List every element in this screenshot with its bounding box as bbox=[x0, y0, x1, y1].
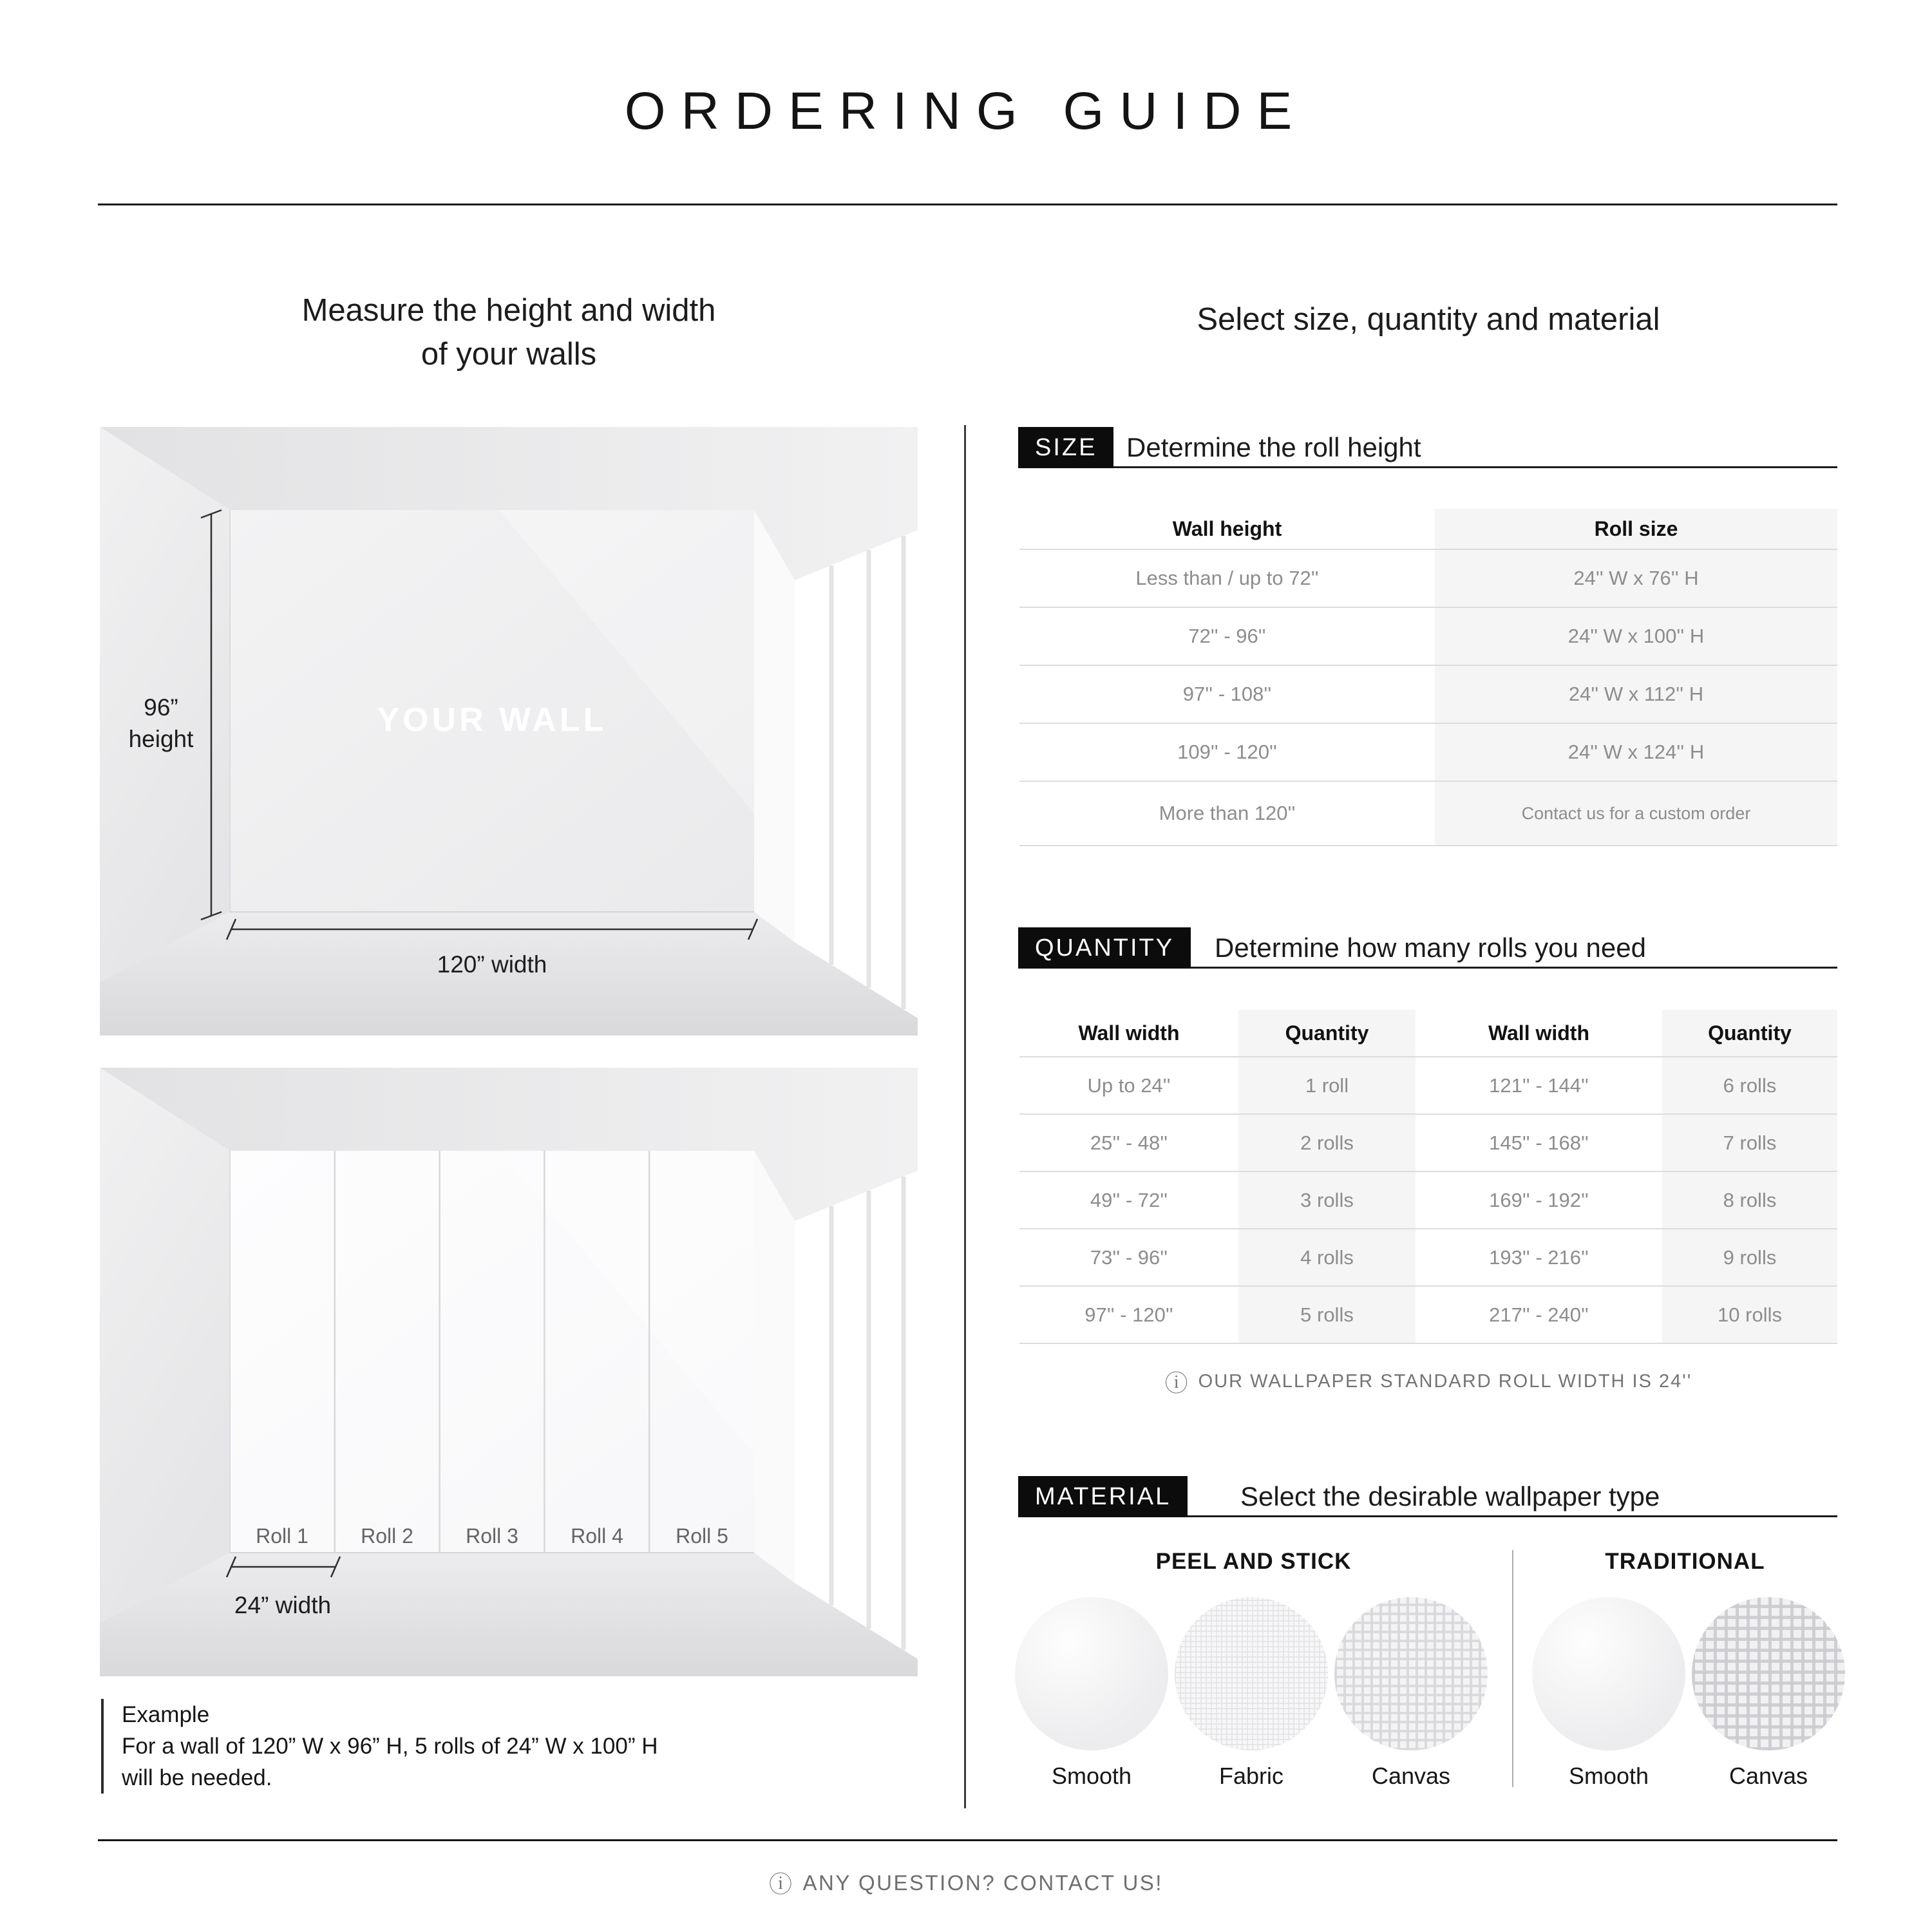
size-table bbox=[1019, 509, 1837, 846]
quantity-table-row bbox=[1019, 1228, 1837, 1285]
table-cell: 109'' - 120'' bbox=[1177, 741, 1277, 763]
table-cell: 121'' - 144'' bbox=[1489, 1074, 1589, 1097]
table-cell: 24'' W x 124'' H bbox=[1435, 724, 1837, 781]
example-line1: For a wall of 120” W x 96” H, 5 rolls of 24” W x 100” H bbox=[122, 1734, 658, 1759]
footer-text: ANY QUESTION? CONTACT US! bbox=[802, 1870, 1163, 1895]
roll-width-note-text: OUR WALLPAPER STANDARD ROLL WIDTH IS 24'' bbox=[1198, 1371, 1692, 1392]
table-cell: Contact us for a custom order bbox=[1435, 782, 1837, 845]
swatch-canvas-traditional bbox=[1692, 1597, 1845, 1750]
roll-label: Roll 4 bbox=[571, 1524, 623, 1548]
table-cell: 2 rolls bbox=[1238, 1115, 1416, 1171]
table-cell: 24'' W x 100'' H bbox=[1435, 608, 1837, 665]
roll-width-dimension-label: 24” width bbox=[234, 1592, 332, 1618]
material-group-divider bbox=[1512, 1550, 1513, 1787]
window-panes bbox=[795, 530, 918, 1018]
table-cell: 49'' - 72'' bbox=[1090, 1188, 1168, 1211]
table-header-cell: Wall width bbox=[1488, 1021, 1589, 1045]
example-title: Example bbox=[122, 1702, 210, 1727]
table-cell: 10 rolls bbox=[1662, 1287, 1837, 1343]
left-heading-line2: of your walls bbox=[421, 337, 597, 372]
table-header-cell: Quantity bbox=[1662, 1010, 1837, 1056]
table-cell: 4 rolls bbox=[1238, 1229, 1416, 1285]
example-block bbox=[101, 1699, 658, 1794]
quantity-table-row bbox=[1019, 1113, 1837, 1171]
table-header-cell: Wall height bbox=[1172, 516, 1282, 540]
roll-label: Roll 5 bbox=[676, 1524, 728, 1548]
size-table-row bbox=[1019, 607, 1837, 665]
left-column-heading bbox=[100, 289, 918, 376]
roll-label: Roll 1 bbox=[256, 1524, 308, 1548]
table-cell: More than 120'' bbox=[1159, 802, 1296, 824]
size-section-head bbox=[1018, 427, 1837, 468]
swatch-smooth-peel bbox=[1015, 1597, 1168, 1750]
room-illustration-measure bbox=[100, 427, 918, 1036]
room1-svg bbox=[100, 427, 918, 1036]
room-illustration-rolls bbox=[100, 1068, 918, 1676]
window-jamb bbox=[754, 510, 795, 942]
info-icon: ⓘ bbox=[1164, 1370, 1189, 1396]
quantity-table-row bbox=[1019, 1171, 1837, 1228]
table-cell: 7 rolls bbox=[1662, 1115, 1837, 1171]
size-badge: SIZE bbox=[1018, 427, 1113, 468]
right-column-heading: Select size, quantity and material bbox=[1197, 302, 1660, 337]
size-table-row bbox=[1019, 665, 1837, 723]
table-cell: 5 rolls bbox=[1238, 1287, 1416, 1343]
table-cell: 25'' - 48'' bbox=[1090, 1131, 1168, 1154]
left-wall bbox=[100, 1068, 230, 1623]
table-cell: 72'' - 96'' bbox=[1188, 625, 1266, 647]
swatch-label: Canvas bbox=[1728, 1763, 1808, 1789]
table-cell: 145'' - 168'' bbox=[1489, 1131, 1589, 1154]
size-table-row bbox=[1019, 781, 1837, 846]
roll-width-note bbox=[1019, 1365, 1837, 1398]
table-cell: 193'' - 216'' bbox=[1489, 1245, 1589, 1269]
material-options bbox=[1019, 1542, 1837, 1806]
quantity-table-row bbox=[1019, 1285, 1837, 1344]
swatch-canvas-peel bbox=[1334, 1597, 1488, 1750]
your-wall-label: YOUR WALL bbox=[377, 701, 607, 739]
quantity-section-head bbox=[1018, 927, 1837, 969]
table-cell: 24'' W x 76'' H bbox=[1435, 550, 1837, 607]
table-header-cell: Wall width bbox=[1078, 1021, 1180, 1045]
swatch-fabric-peel bbox=[1175, 1597, 1328, 1750]
quantity-table-header-row bbox=[1019, 1010, 1837, 1056]
swatch-label: Canvas bbox=[1371, 1763, 1451, 1789]
roll-label: Roll 3 bbox=[466, 1524, 518, 1548]
left-heading-line1: Measure the height and width bbox=[301, 293, 716, 328]
column-divider bbox=[964, 425, 966, 1808]
size-table-row bbox=[1019, 549, 1837, 607]
size-table-header-row bbox=[1019, 509, 1837, 549]
room2-svg bbox=[100, 1068, 918, 1676]
table-cell: 169'' - 192'' bbox=[1489, 1188, 1589, 1211]
table-header-cell: Roll size bbox=[1435, 509, 1837, 549]
table-cell: 217'' - 240'' bbox=[1489, 1303, 1589, 1326]
material-group-label-peel-and-stick: PEEL AND STICK bbox=[1155, 1549, 1352, 1574]
quantity-table-row bbox=[1019, 1056, 1837, 1113]
height-dimension-label-word: height bbox=[128, 726, 194, 752]
table-cell: Less than / up to 72'' bbox=[1135, 567, 1319, 589]
table-cell: 1 roll bbox=[1238, 1057, 1416, 1113]
example-line2: will be needed. bbox=[122, 1765, 272, 1790]
quantity-badge: QUANTITY bbox=[1018, 927, 1191, 969]
table-header-cell: Quantity bbox=[1238, 1010, 1416, 1056]
footer bbox=[0, 1866, 1932, 1899]
material-badge: MATERIAL bbox=[1018, 1476, 1188, 1517]
page-title: ORDERING GUIDE bbox=[624, 82, 1308, 140]
swatch-label: Smooth bbox=[1568, 1763, 1649, 1789]
material-section-head bbox=[1018, 1476, 1837, 1517]
roll-label: Roll 2 bbox=[361, 1524, 413, 1548]
swatch-smooth-traditional bbox=[1532, 1597, 1685, 1750]
quantity-subtitle: Determine how many rolls you need bbox=[1215, 933, 1646, 963]
table-cell: Up to 24'' bbox=[1087, 1074, 1171, 1097]
table-cell: 6 rolls bbox=[1662, 1057, 1837, 1113]
size-table-row bbox=[1019, 723, 1837, 781]
height-dimension-label-value: 96” bbox=[144, 694, 178, 721]
quantity-table bbox=[1019, 1010, 1837, 1344]
material-subtitle: Select the desirable wallpaper type bbox=[1240, 1481, 1660, 1511]
window-panes bbox=[795, 1171, 918, 1659]
table-cell: 73'' - 96'' bbox=[1090, 1245, 1168, 1269]
table-cell: 3 rolls bbox=[1238, 1172, 1416, 1228]
window-jamb bbox=[754, 1151, 795, 1583]
material-group-label-traditional: TRADITIONAL bbox=[1605, 1549, 1765, 1574]
table-cell: 97'' - 120'' bbox=[1084, 1303, 1173, 1326]
title-divider bbox=[98, 204, 1837, 205]
swatch-label: Smooth bbox=[1051, 1763, 1132, 1789]
footer-divider bbox=[98, 1839, 1837, 1841]
table-cell: 8 rolls bbox=[1662, 1172, 1837, 1228]
table-cell: 24'' W x 112'' H bbox=[1435, 666, 1837, 723]
width-dimension-label: 120” width bbox=[437, 951, 547, 978]
table-cell: 9 rolls bbox=[1662, 1229, 1837, 1285]
info-icon: ⓘ bbox=[769, 1871, 794, 1897]
size-subtitle: Determine the roll height bbox=[1126, 432, 1421, 462]
swatch-label: Fabric bbox=[1218, 1763, 1284, 1789]
table-cell: 97'' - 108'' bbox=[1182, 683, 1272, 705]
